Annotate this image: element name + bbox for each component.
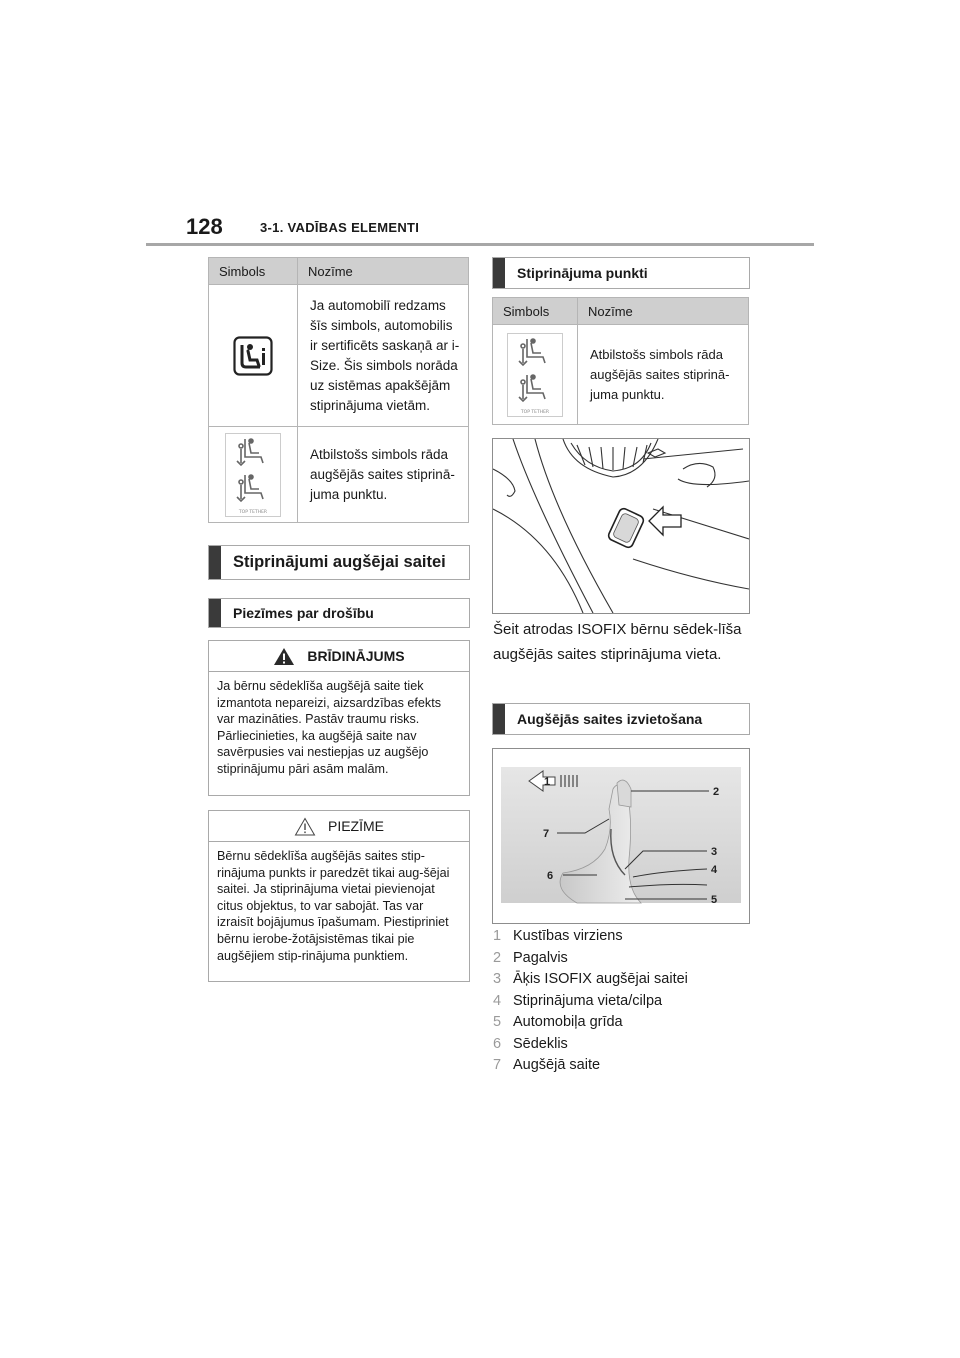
legend-text: Stiprinājuma vieta/cilpa bbox=[513, 992, 663, 1009]
main-heading bbox=[208, 545, 470, 580]
legend-number: 2 bbox=[493, 949, 502, 966]
list-item bbox=[493, 948, 688, 970]
list-item bbox=[493, 1034, 688, 1056]
note-title: PIEZĪME bbox=[327, 818, 384, 834]
symbol-cell bbox=[209, 427, 298, 523]
diagram-label-1: 1 bbox=[544, 776, 551, 788]
diagram-label-2: 2 bbox=[713, 786, 720, 798]
header-divider bbox=[146, 243, 814, 246]
warning-icon bbox=[273, 647, 295, 666]
legend-text: Sēdeklis bbox=[513, 1035, 568, 1052]
top-tether-anchor-icon bbox=[225, 433, 281, 517]
placement-heading-text: Augšējās saites izvietošana bbox=[517, 711, 703, 727]
legend-number: 1 bbox=[493, 928, 502, 944]
car-interior-drawing bbox=[493, 439, 749, 613]
legend-number: 7 bbox=[493, 1057, 502, 1073]
anchor-symbol-table bbox=[492, 297, 749, 425]
safety-heading bbox=[208, 598, 470, 628]
list-item bbox=[493, 926, 688, 948]
diagram-label-3: 3 bbox=[711, 846, 718, 858]
isize-symbol-table bbox=[208, 257, 469, 523]
symbol-cell bbox=[493, 325, 578, 425]
seat-tether-drawing bbox=[493, 749, 749, 923]
list-item bbox=[493, 1012, 688, 1034]
warning-title: BRĪDINĀJUMS bbox=[307, 648, 405, 664]
legend-text: Automobiļa grīda bbox=[513, 1014, 623, 1030]
warning-box bbox=[208, 640, 470, 796]
col-header-symbol: Simbols bbox=[493, 298, 578, 325]
diagram-label-5: 5 bbox=[711, 894, 718, 906]
safety-heading-text: Piezīmes par drošību bbox=[233, 605, 374, 621]
legend-number: 3 bbox=[493, 971, 502, 987]
diagram-label-7: 7 bbox=[543, 828, 550, 840]
col-header-meaning: Nozīme bbox=[578, 298, 749, 325]
caution-icon bbox=[294, 817, 316, 836]
note-text: Bērnu sēdeklīša augšējās saites stip-rinājuma punkts ir paredzēt tikai aug-šējai saitei. Ja stiprinājuma vietai pievienojat citus objektus, to var sabojāt. Tas var izraisīt bojājumus īpašumam. Piestipriniet bērnu ierobe-žotājsistēmas tikai pie augšējiem stip-rinājuma punktiem. bbox=[217, 849, 450, 963]
top-tether-anchor-icon bbox=[507, 333, 563, 417]
meaning-cell-top-tether: Atbilstošs simbols rāda augšējās saites stiprinā-juma punktu. bbox=[578, 325, 749, 425]
legend-text: Pagalvis bbox=[513, 949, 568, 966]
diagram-label-4: 4 bbox=[711, 864, 718, 876]
legend-number: 5 bbox=[493, 1014, 502, 1030]
legend-number: 4 bbox=[493, 992, 502, 1009]
note-box bbox=[208, 810, 470, 982]
list-item bbox=[493, 1055, 688, 1077]
legend-text: Āķis ISOFIX augšējai saitei bbox=[513, 971, 688, 987]
note-header bbox=[209, 811, 469, 842]
meaning-cell-isize: Ja automobilī redzams šīs simbols, automobilis ir sertificēts saskaņā ar i-Size. Šis simbols norāda uz sistēmas apakšējām stiprinājuma vietām. bbox=[298, 285, 469, 427]
anchor-points-heading bbox=[492, 257, 750, 289]
placement-heading bbox=[492, 703, 750, 735]
meaning-cell-top-tether: Atbilstošs simbols rāda augšējās saites stiprinā-juma punktu. bbox=[298, 427, 469, 523]
legend-text: Augšējā saite bbox=[513, 1057, 601, 1073]
tether-placement-diagram bbox=[492, 748, 750, 924]
main-heading-text: Stiprinājumi augšējai saitei bbox=[233, 553, 446, 571]
diagram-label-6: 6 bbox=[547, 870, 554, 882]
page-number: 128 bbox=[186, 214, 223, 239]
isize-child-seat-icon bbox=[233, 336, 273, 376]
list-item bbox=[493, 969, 688, 991]
list-item bbox=[493, 991, 688, 1013]
anchor-points-heading-text: Stiprinājuma punkti bbox=[517, 265, 648, 281]
legend-number: 6 bbox=[493, 1035, 502, 1052]
col-header-symbol: Simbols bbox=[209, 258, 298, 285]
top-tether-label: TOP TETHER bbox=[238, 509, 268, 515]
col-header-meaning: Nozīme bbox=[298, 258, 469, 285]
warning-header bbox=[209, 641, 469, 672]
anchor-location-caption: Šeit atrodas ISOFIX bērnu sēdek-līša augšējās saites stiprinājuma vieta. bbox=[493, 621, 742, 663]
symbol-cell bbox=[209, 285, 298, 427]
warning-text: Ja bērnu sēdeklīša augšējā saite tiek izmantota nepareizi, aizsardzības efekts var mazināties. Pastāv traumu risks. Pārliecinieties, ka augšējā saite nav savērpusies vai nestiepjas uz augšējo stiprinājumu pāri asām malām. bbox=[217, 679, 442, 776]
diagram-legend bbox=[493, 926, 688, 1077]
top-tether-label: TOP TETHER bbox=[520, 409, 550, 415]
section-title: 3-1. VADĪBAS ELEMENTI bbox=[260, 220, 420, 235]
anchor-location-illustration bbox=[492, 438, 750, 614]
legend-text: Kustības virziens bbox=[513, 928, 623, 944]
